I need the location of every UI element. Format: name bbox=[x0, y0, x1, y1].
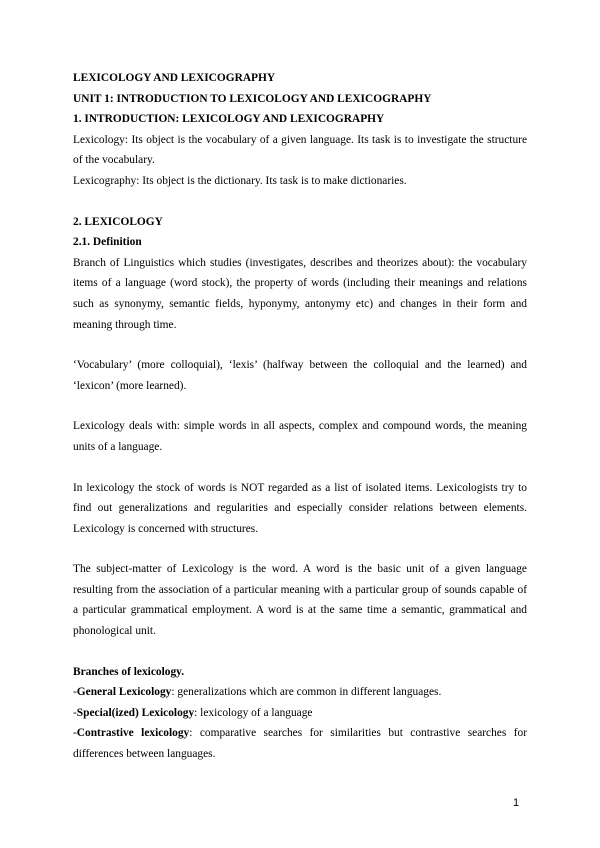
branch-term: Contrastive lexicology bbox=[76, 727, 190, 740]
section-2-title: 2. LEXICOLOGY bbox=[73, 215, 163, 228]
definition-paragraph: Branch of Linguistics which studies (investigates, describes and theorizes about): the vocabulary items of a language (word stock), the property of words (including their meanings and relations such as synonymy, semantic fields, hyponymy, antonymy etc) and changes in their form and meaning through time. bbox=[73, 256, 527, 331]
document-page bbox=[73, 68, 527, 765]
intro-lexicology: Lexicology: Its object is the vocabulary of a given language. Its task is to investigate the structure of the vocabulary. bbox=[73, 133, 527, 167]
branches-title: Branches of lexicology. bbox=[73, 665, 185, 678]
branch-term: General Lexicology bbox=[76, 686, 172, 699]
branch-prefix: - bbox=[73, 727, 77, 740]
branch-desc: : generalizations which are common in different languages. bbox=[171, 686, 442, 699]
section-1-title: 1. INTRODUCTION: LEXICOLOGY AND LEXICOGRAPHY bbox=[73, 113, 385, 126]
intro-lexicography: Lexicography: Its object is the dictionary. Its task is to make dictionaries. bbox=[73, 174, 407, 187]
stock-of-words-paragraph: In lexicology the stock of words is NOT regarded as a list of isolated items. Lexicologists try to find out generalizations and regularities and especially consider relations between elements. Lexicology is concerned with structures. bbox=[73, 481, 527, 535]
subsection-2-1-title: 2.1. Definition bbox=[73, 236, 142, 249]
branch-desc: : lexicology of a language bbox=[194, 706, 313, 719]
branch-term: Special(ized) Lexicology bbox=[76, 706, 195, 719]
document-title: LEXICOLOGY AND LEXICOGRAPHY bbox=[73, 72, 276, 84]
deals-with-paragraph: Lexicology deals with: simple words in all aspects, complex and compound words, the meaning units of a language. bbox=[73, 420, 527, 453]
branch-prefix: - bbox=[73, 706, 77, 719]
branch-item bbox=[73, 723, 527, 764]
branch-desc: : comparative searches for similarities but contrastive searches for differences between languages. bbox=[73, 727, 527, 761]
branch-item bbox=[73, 682, 527, 703]
branch-prefix: - bbox=[73, 686, 77, 699]
subject-matter-paragraph: The subject-matter of Lexicology is the word. A word is the basic unit of a given language resulting from the association of a particular meaning with a particular group of sounds capable of a particular grammatical employment. A word is at the same time a semantic, grammatical and phonological unit. bbox=[73, 563, 527, 638]
page-number: 1 bbox=[513, 797, 520, 809]
unit-title: UNIT 1: INTRODUCTION TO LEXICOLOGY AND LEXICOGRAPHY bbox=[73, 92, 432, 105]
branch-item bbox=[73, 703, 527, 724]
vocabulary-paragraph: ‘Vocabulary’ (more colloquial), ‘lexis’ (halfway between the colloquial and the learned) and ‘lexicon’ (more learned). bbox=[73, 359, 527, 392]
